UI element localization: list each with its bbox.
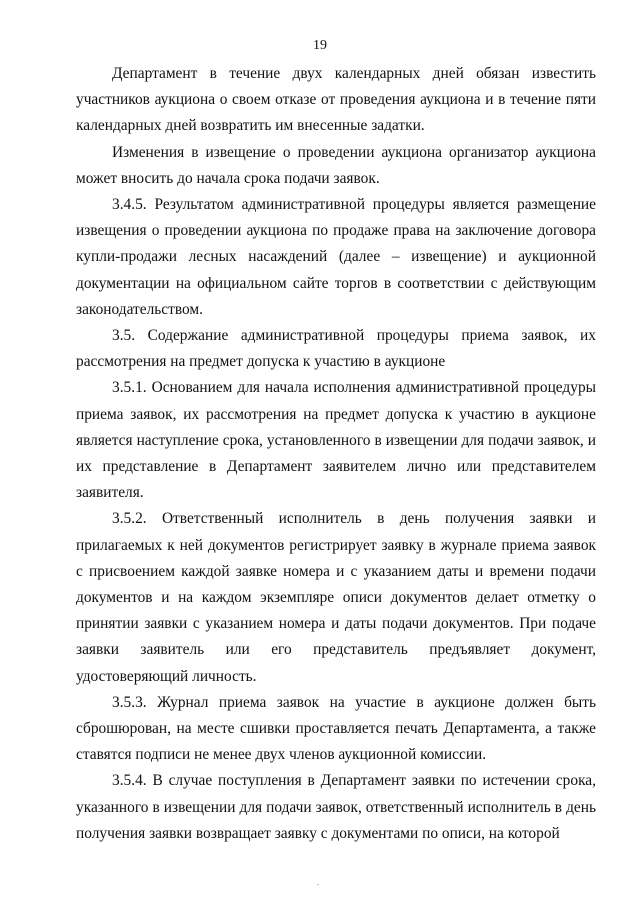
scan-speck <box>317 884 319 885</box>
paragraph-3-5-3: 3.5.3. Журнал приема заявок на участие в аукционе должен быть сброшюрован, на месте сшивки проставляется печать Департамента, а также ставятся подписи не менее двух членов аукционной комиссии. <box>76 693 596 764</box>
paragraph-3-5-heading: 3.5. Содержание административной процедуры приема заявок, их рассмотрения на предмет допуска к участию в аукционе <box>76 327 596 371</box>
paragraph-3-5-4: 3.5.4. В случае поступления в Департамент заявки по истечении срока, указанного в извещении для подачи заявок, ответственный исполнитель в день получения заявки возвращает заявку с документами по описи, на которой <box>76 772 596 842</box>
paragraph-3-5-2: 3.5.2. Ответственный исполнитель в день получения заявки и прилагаемых к ней документов регистрирует заявку в журнале приема заявок с присвоением каждой заявке номера и с указанием даты и времени подачи документов и на каждом экземпляре описи документов делает отметку о принятии заявки с указанием номера и даты подачи документов. При подаче заявки заявитель или его представитель предъявляет документ, удостоверяющий личность. <box>76 510 596 685</box>
paragraph-notice-changes: Изменения в извещение о проведении аукциона организатор аукциона может вносить до начала срока подачи заявок. <box>76 143 596 187</box>
paragraph-3-5-1: 3.5.1. Основанием для начала исполнения административной процедуры приема заявок, их рассмотрения на предмет допуска к участию в аукционе является наступление срока, установленного в извещении для подачи заявок, и их представление в Департамент заявителем лично или представителем заявителя. <box>76 379 596 502</box>
paragraph-auction-refusal: Департамент в течение двух календарных дней обязан известить участников аукциона о своем отказе от проведения аукциона и в течение пяти календарных дней возвратить им внесенные задатки. <box>76 65 596 135</box>
document-body <box>76 61 596 847</box>
page-number: 19 <box>313 38 327 53</box>
paragraph-3-4-5: 3.4.5. Результатом административной процедуры является размещение извещения о проведении аукциона по продаже права на заключение договора купли-продажи лесных насаждений (далее – извещение) и аукционной документации на официальном сайте торгов в соответствии с действующим законодательством. <box>76 196 596 318</box>
